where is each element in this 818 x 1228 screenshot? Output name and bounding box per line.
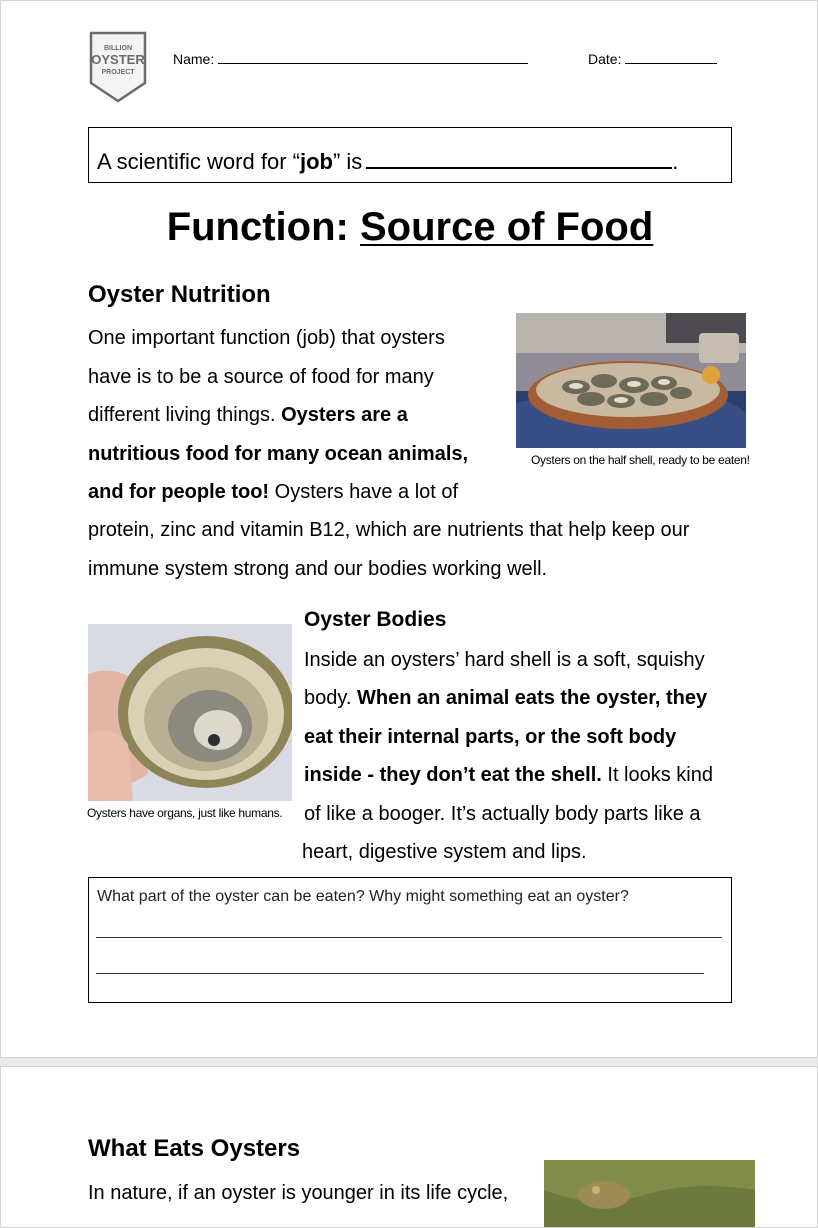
answer-line-1[interactable] (96, 937, 722, 938)
nutrition-line-5a: and for people too! (88, 481, 270, 503)
bodies-line-2 (304, 686, 707, 710)
open-oyster-photo (88, 624, 292, 801)
nutrition-line-5b: Oysters have a lot of (269, 481, 459, 503)
nutrition-line-2: have is to be a source of food for many (88, 366, 434, 388)
section-heading-what-eats-oysters: What Eats Oysters (88, 1135, 301, 1162)
nutrition-line-1: One important function (job) that oysters (88, 327, 445, 349)
vocab-bold-word: job (299, 149, 333, 174)
bodies-line-5: of like a booger. It’s actually body parts like a (304, 803, 701, 825)
page-title (1, 205, 818, 250)
logo-text-oyster: OYSTER (91, 52, 145, 67)
name-field[interactable] (173, 50, 528, 67)
bodies-line-2b: When an animal eats the oyster, they (357, 687, 708, 709)
vocab-prefix: A scientific word for “ (97, 149, 300, 174)
logo-text-billion: BILLION (104, 45, 132, 52)
nutrition-photo-caption: Oysters on the half shell, ready to be eaten! (531, 453, 750, 467)
bodies-line-2a: body. (304, 687, 357, 709)
nutrition-line-3 (88, 403, 408, 427)
vocabulary-box (88, 127, 732, 183)
underwater-oyster-photo (544, 1160, 755, 1228)
bodies-line-4b: It looks kind (601, 764, 713, 786)
nutrition-line-7: immune system strong and our bodies working well. (88, 558, 548, 580)
bodies-line-3: eat their internal parts, or the soft body (304, 726, 677, 748)
date-blank[interactable] (625, 50, 717, 64)
worksheet-page-2 (0, 1066, 818, 1228)
vocabulary-prompt (97, 149, 678, 175)
section-heading-bodies: Oyster Bodies (304, 608, 447, 631)
vocab-suffix: ” is (332, 149, 363, 174)
billion-oyster-project-logo (89, 31, 147, 103)
nutrition-line-3b: Oysters are a (281, 404, 408, 426)
question-box (88, 877, 732, 1003)
vocab-end: . (672, 149, 679, 174)
bodies-photo-caption: Oysters have organs, just like humans. (87, 806, 283, 820)
title-prefix: Function: (166, 205, 360, 249)
name-label: Name: (173, 51, 215, 67)
nutrition-line-4: nutritious food for many ocean animals, (88, 443, 469, 465)
bodies-line-4a: inside - they don’t eat the shell. (304, 764, 602, 786)
date-field[interactable] (588, 50, 717, 67)
vocab-answer-blank[interactable] (366, 149, 672, 169)
answer-line-2[interactable] (96, 973, 704, 974)
bodies-line-4 (304, 763, 713, 787)
bodies-line-6: heart, digestive system and lips. (302, 841, 587, 863)
title-underlined: Source of Food (359, 205, 654, 249)
page2-line-1: In nature, if an oyster is younger in its life cycle, (88, 1182, 509, 1204)
date-label: Date: (588, 51, 622, 67)
logo-text-project: PROJECT (101, 69, 135, 76)
nutrition-line-6: protein, zinc and vitamin B12, which are nutrients that help keep our (88, 519, 690, 541)
bodies-line-1: Inside an oysters’ hard shell is a soft, squishy (304, 649, 705, 671)
name-blank[interactable] (218, 50, 528, 64)
oysters-platter-photo (516, 313, 746, 448)
section-heading-nutrition: Oyster Nutrition (88, 281, 271, 308)
nutrition-line-3a: different living things. (88, 404, 282, 426)
question-text: What part of the oyster can be eaten? Why might something eat an oyster? (97, 888, 629, 905)
nutrition-line-5 (88, 480, 458, 504)
